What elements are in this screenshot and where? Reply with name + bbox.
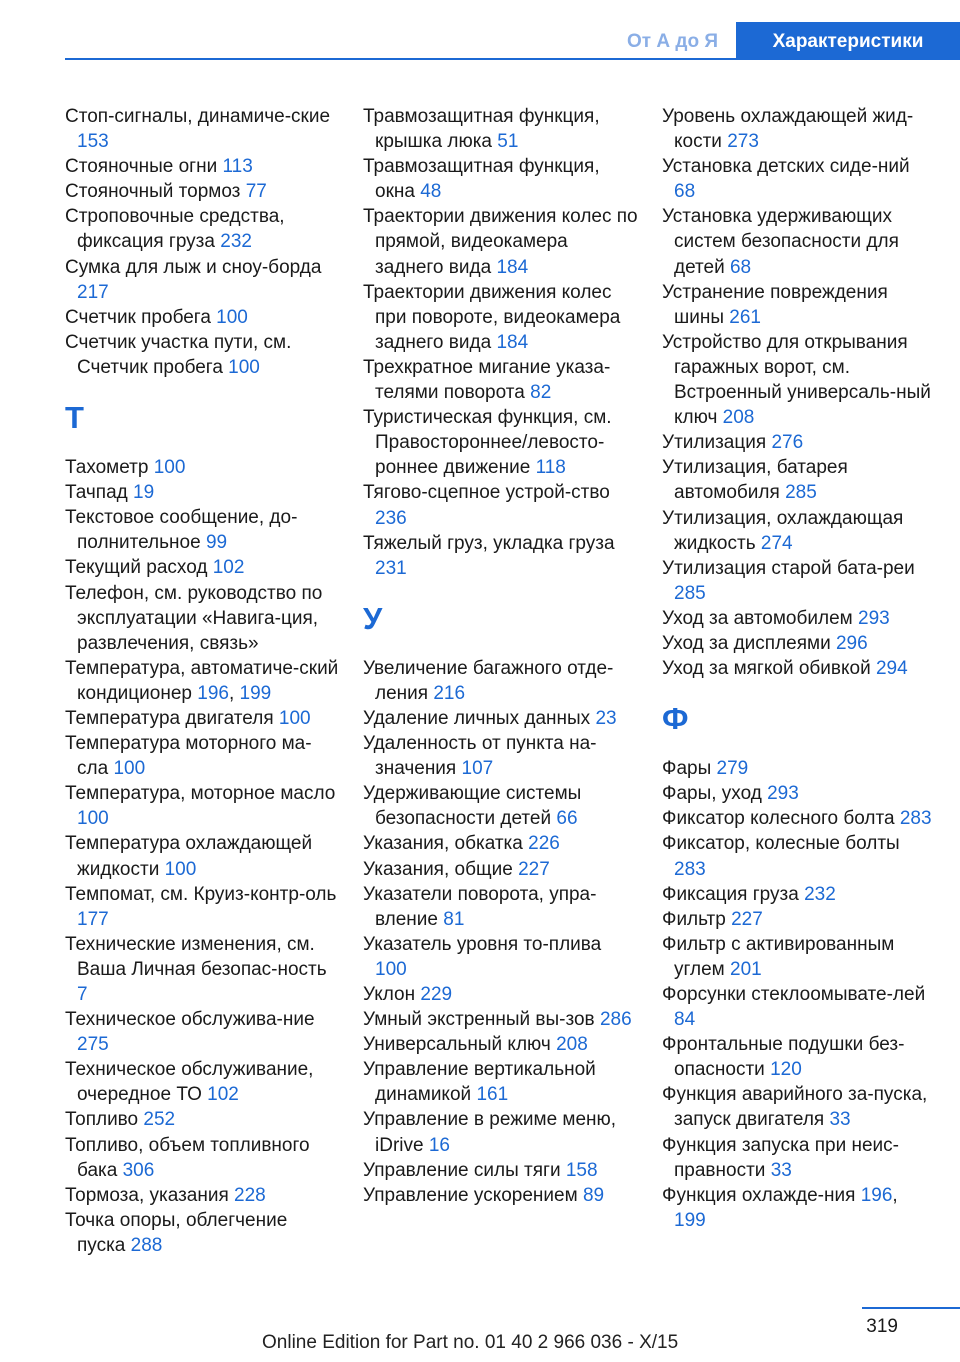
entry-term: Указания, обкатка [363, 833, 523, 855]
page-link[interactable]: 231 [375, 557, 407, 579]
entry-term: Туристическая функция, см. Правостороннее/левосто-роннее движение [363, 407, 612, 479]
page-link[interactable]: 100 [77, 808, 109, 830]
index-entry [363, 531, 638, 581]
entry-term: Стояночный тормоз [65, 181, 241, 203]
index-entry [363, 405, 638, 480]
index-entry [662, 104, 932, 154]
index-entry [363, 154, 638, 204]
section-letter: Ф [662, 701, 689, 737]
page-link[interactable]: 81 [443, 908, 465, 930]
section-letter: Т [65, 400, 84, 436]
page-link[interactable]: 120 [770, 1059, 802, 1081]
page-link[interactable]: 100 [278, 707, 311, 729]
page-link[interactable]: 68 [729, 256, 752, 278]
index-entry [662, 154, 932, 204]
page-link[interactable]: 293 [767, 783, 799, 805]
entry-term: Функция охлажде-ния [662, 1184, 856, 1206]
page-link[interactable]: 184 [496, 256, 529, 278]
page-link[interactable]: 153 [77, 131, 109, 153]
entry-term: Устранение повреждения шины [662, 281, 888, 328]
entry-term: Тяжелый груз, укладка груза [363, 532, 615, 554]
index-entry: Температура, автоматиче-ский кондиционер 196, 199 [65, 657, 339, 704]
entry-term: Уровень охлаждающей жид-кости [662, 106, 914, 153]
page-link[interactable]: 161 [476, 1084, 509, 1106]
index-entry [662, 556, 932, 606]
entry-term: Технические изменения, см. Ваша Личная безопас-ность [65, 933, 327, 980]
entry-term: Установка удерживающих систем безопасности для детей [662, 206, 899, 278]
index-entry [363, 104, 638, 154]
page-link[interactable]: 208 [722, 407, 755, 429]
entry-term: Фильтр с активированным углем [662, 933, 895, 980]
entry-term: Счетчик пробега [65, 306, 211, 328]
entry-term: Температура охлаждающей жидкости [65, 833, 313, 880]
index-column-2 [363, 104, 638, 1208]
page-link[interactable]: 100 [375, 958, 407, 980]
page-link[interactable]: 113 [222, 156, 253, 178]
page-link[interactable]: 100 [113, 758, 146, 780]
index-entry [662, 631, 932, 656]
page-link[interactable]: 100 [153, 457, 186, 479]
page-link[interactable]: 82 [530, 382, 552, 404]
entry-term: Уклон [363, 984, 416, 1005]
entry-term: Техническое обслужива-ние [65, 1009, 315, 1031]
entry-term: Установка детских сиде-ний [662, 156, 910, 178]
page-link[interactable]: 232 [804, 883, 836, 905]
index-entry [65, 455, 340, 480]
page-link[interactable]: 227 [731, 908, 763, 930]
page-link[interactable]: 285 [785, 482, 817, 504]
index-entry [662, 280, 932, 330]
page-link[interactable]: 100 [164, 858, 197, 880]
page-link[interactable]: 286 [599, 1009, 632, 1031]
page-link[interactable]: 51 [497, 131, 519, 153]
entry-term: Стоп-сигналы, динамиче-ские [65, 106, 331, 127]
index-entry [65, 104, 340, 154]
page-link[interactable]: 177 [77, 908, 109, 930]
index-entry: Функция охлажде-ния 196, 199 [662, 1184, 898, 1231]
page-link[interactable]: 274 [760, 532, 793, 554]
index-entry [662, 982, 932, 1032]
index-entry [363, 656, 638, 706]
index-entry [662, 455, 932, 505]
index-entry [363, 280, 638, 355]
entry-term: Умный экстренный вы-зов [363, 1009, 595, 1031]
page-link[interactable]: 276 [771, 432, 804, 454]
index-entry [662, 1082, 932, 1132]
index-entry [65, 781, 340, 831]
page-link[interactable]: 273 [727, 131, 759, 153]
page-link[interactable]: 252 [143, 1109, 176, 1131]
entry-term: Управление силы тяги [363, 1159, 561, 1181]
page-link[interactable]: 232 [220, 231, 252, 253]
page-link[interactable]: 66 [556, 808, 578, 830]
entry-term: Топливо [65, 1109, 139, 1131]
entry-term: Удаленность от пункта на-значения [363, 733, 597, 780]
entry-term: Температура моторного ма-сла [65, 733, 312, 780]
page-link[interactable]: 102 [212, 557, 245, 579]
index-entry [363, 932, 638, 982]
entry-term: Тахометр [65, 457, 149, 479]
index-entry [363, 731, 638, 781]
page-link[interactable]: 293 [858, 607, 890, 629]
page-link[interactable]: 118 [535, 457, 566, 479]
index-entry [65, 1133, 340, 1183]
entry-term: Тягово-сцепное устрой-ство [363, 482, 610, 504]
entry-term: Траектории движения колес при повороте, видеокамера заднего вида [363, 281, 621, 353]
index-entry [363, 781, 638, 831]
page-link[interactable]: 196 [860, 1184, 893, 1206]
index-entry [363, 882, 638, 932]
page-link[interactable]: 283 [899, 808, 932, 830]
entry-term: Управление вертикальной динамикой [363, 1059, 596, 1106]
index-entry [65, 204, 340, 254]
entry-term: Управление ускорением [363, 1184, 578, 1206]
index-column-1 [65, 104, 340, 1258]
page-link[interactable]: 19 [133, 482, 155, 504]
index-entry [363, 480, 638, 530]
entry-term: Сумка для лыж и сноу-борда [65, 256, 322, 278]
index-entry [363, 204, 638, 279]
index-entry [662, 882, 932, 907]
page-link[interactable]: 208 [556, 1034, 588, 1056]
page-link[interactable]: 279 [716, 758, 749, 780]
entry-term: Темпомат, см. Круиз-контр-оль [65, 883, 337, 905]
index-entry [363, 1057, 638, 1107]
index-entry [363, 831, 638, 856]
page-link[interactable]: 33 [829, 1109, 851, 1131]
index-entry [65, 882, 340, 932]
entry-term: Фиксатор колесного болта [662, 808, 895, 830]
index-entry [662, 781, 932, 806]
index-entry [363, 706, 638, 731]
index-entry [65, 154, 340, 179]
entry-term: Утилизация [662, 432, 767, 454]
section-letter: У [363, 600, 383, 636]
page-link[interactable]: 196 [197, 682, 229, 704]
entry-term: Температура двигателя [65, 707, 274, 729]
index-entry [65, 932, 340, 1007]
entry-term: Температура, автоматиче-ский кондиционер [65, 657, 339, 704]
index-entry [65, 555, 340, 580]
index-entry [363, 1107, 638, 1157]
entry-term: Форсунки стеклоомывате-лей [662, 984, 926, 1005]
entry-term: Увеличение багажного отде-ления [363, 657, 614, 704]
entry-term: Тормоза, указания [65, 1184, 229, 1206]
page-number: 319 [866, 1316, 898, 1337]
index-entry [662, 656, 932, 681]
index-entry [363, 982, 638, 1007]
entry-term: Указатели поворота, упра-вление [363, 883, 597, 930]
entry-term: Текстовое сообщение, до-полнительное [65, 507, 298, 554]
index-entry [662, 606, 932, 631]
entry-term: Трехкратное мигание указа-телями поворота [363, 356, 611, 404]
index-entry [65, 505, 340, 555]
index-entry [363, 1158, 638, 1183]
page-link[interactable]: 226 [528, 833, 560, 855]
page-link[interactable]: 288 [130, 1234, 163, 1256]
page-link[interactable]: 99 [205, 532, 228, 554]
index-entry [65, 330, 340, 380]
index-entry [662, 806, 932, 831]
page-link[interactable]: 33 [770, 1159, 792, 1181]
page-link[interactable]: 77 [245, 181, 267, 203]
page-link[interactable]: 236 [375, 507, 407, 529]
entry-term: Утилизация, батарея автомобиля [662, 457, 848, 504]
entry-term: Универсальный ключ [363, 1034, 551, 1056]
page-link[interactable]: 48 [420, 181, 442, 203]
page-link[interactable]: 68 [674, 181, 696, 203]
index-entry [662, 756, 932, 781]
index-entry [65, 255, 340, 305]
page-link[interactable]: 23 [595, 707, 617, 729]
footer-rule [862, 1307, 960, 1309]
index-entry [65, 731, 340, 781]
entry-term: Уход за автомобилем [662, 607, 853, 629]
index-entry [662, 1032, 932, 1082]
index-entry [363, 1007, 638, 1032]
page-link[interactable]: 228 [234, 1184, 266, 1206]
entry-term: Фары [662, 758, 712, 780]
entry-term: Устройство для открывания гаражных ворот, см. Встроенный универсаль-ный ключ [662, 331, 931, 429]
page-link[interactable]: 100 [216, 306, 248, 328]
entry-term: Траектории движения колес по прямой, видеокамера заднего вида [363, 206, 638, 278]
index-entry [65, 1007, 340, 1057]
page-link[interactable]: 102 [207, 1084, 239, 1106]
page-link[interactable]: 217 [77, 281, 109, 303]
index-entry [65, 581, 340, 656]
index-entry [363, 1032, 638, 1057]
index-entry [662, 932, 932, 982]
page-link[interactable]: 261 [729, 306, 761, 328]
entry-term: Стояночные огни [65, 156, 218, 178]
entry-term: Травмозащитная функция, крышка люка [363, 106, 600, 153]
entry-term: Функция аварийного за-пуска, запуск двигателя [662, 1084, 928, 1131]
header-tab-section[interactable]: Характеристики [736, 22, 960, 60]
index-entry [65, 831, 340, 881]
entry-term: Техническое обслуживание, очередное ТО [65, 1059, 314, 1106]
entry-term: Уход за дисплеями [662, 632, 831, 654]
page-link[interactable]: 184 [496, 331, 529, 353]
entry-term: Управление в режиме меню, iDrive [363, 1109, 617, 1156]
index-entry [65, 1057, 340, 1107]
entry-term: Температура, моторное масло [65, 783, 336, 805]
entry-term: Топливо, объем топливного бака [65, 1134, 310, 1181]
page-link[interactable]: 283 [674, 858, 706, 880]
header-tab-index[interactable]: От А до Я [627, 31, 718, 52]
entry-term: Текущий расход [65, 557, 208, 579]
page-link[interactable]: 227 [518, 858, 550, 880]
index-entry [65, 305, 340, 330]
page-link[interactable]: 7 [77, 984, 88, 1005]
entry-term: Утилизация, охлаждающая жидкость [662, 507, 904, 554]
index-entry [662, 506, 932, 556]
entry-term: Фары, уход [662, 783, 762, 805]
entry-term: Телефон, см. руководство по эксплуатации «Навига-ция, развлечения, связь» [65, 582, 323, 654]
index-entry [65, 480, 340, 505]
page-link[interactable]: 100 [228, 356, 260, 378]
index-entry [662, 430, 932, 455]
index-entry [363, 355, 638, 405]
index-entry [65, 706, 340, 731]
entry-term: Тачпад [65, 482, 128, 504]
index-entry [363, 857, 638, 882]
index-entry [662, 831, 932, 881]
page-link[interactable]: 107 [461, 758, 494, 780]
index-entry [65, 1107, 340, 1132]
entry-term: Фиксация груза [662, 883, 799, 905]
index-entry [662, 204, 932, 279]
entry-term: Строповочные средства, фиксация груза [65, 206, 285, 253]
index-entry [662, 1133, 932, 1183]
entry-term: Фронтальные подушки без-опасности [662, 1034, 905, 1081]
entry-term: Функция запуска при неис-правности [662, 1134, 899, 1181]
entry-term: Фиксатор, колесные болты [662, 833, 900, 855]
index-column-3 [662, 104, 932, 1233]
page-link[interactable]: 216 [433, 682, 466, 704]
page-link[interactable]: 199 [674, 1209, 706, 1231]
entry-term: Утилизация старой бата-реи [662, 557, 915, 579]
page-link[interactable]: 229 [420, 984, 453, 1005]
page-link[interactable]: 306 [122, 1159, 155, 1181]
entry-term: Указатель уровня то-плива [363, 933, 602, 955]
page-link[interactable]: 294 [875, 658, 908, 680]
page-link[interactable]: 275 [77, 1034, 109, 1056]
index-entry [662, 330, 932, 430]
entry-term: Удерживающие системы безопасности детей [363, 783, 582, 830]
page-link[interactable]: 84 [674, 1009, 696, 1031]
entry-term: Уход за мягкой обивкой [662, 658, 871, 680]
entry-term: Травмозащитная функция, окна [363, 156, 600, 203]
page-link[interactable]: 89 [582, 1184, 605, 1206]
entry-term: Фильтр [662, 908, 726, 930]
entry-term: Указания, общие [363, 858, 513, 880]
page-link[interactable]: 296 [835, 632, 868, 654]
page-link[interactable]: 199 [239, 682, 272, 704]
page-link[interactable]: 158 [565, 1159, 598, 1181]
entry-term: Точка опоры, облегчение пуска [65, 1209, 288, 1256]
header-rule [65, 58, 960, 60]
page-link[interactable]: 201 [730, 958, 762, 980]
page-link[interactable]: 16 [428, 1134, 450, 1156]
page-link[interactable]: 285 [674, 582, 706, 604]
index-entry [662, 907, 932, 932]
index-entry [65, 1208, 340, 1258]
index-entry [363, 1183, 638, 1208]
index-entry [65, 179, 340, 204]
entry-term: Счетчик участка пути, см. Счетчик пробега [65, 331, 292, 378]
edition-line: Online Edition for Part no. 01 40 2 966 036 - X/15 [262, 1332, 679, 1353]
entry-term: Удаление личных данных [363, 707, 591, 729]
index-entry [65, 1183, 340, 1208]
